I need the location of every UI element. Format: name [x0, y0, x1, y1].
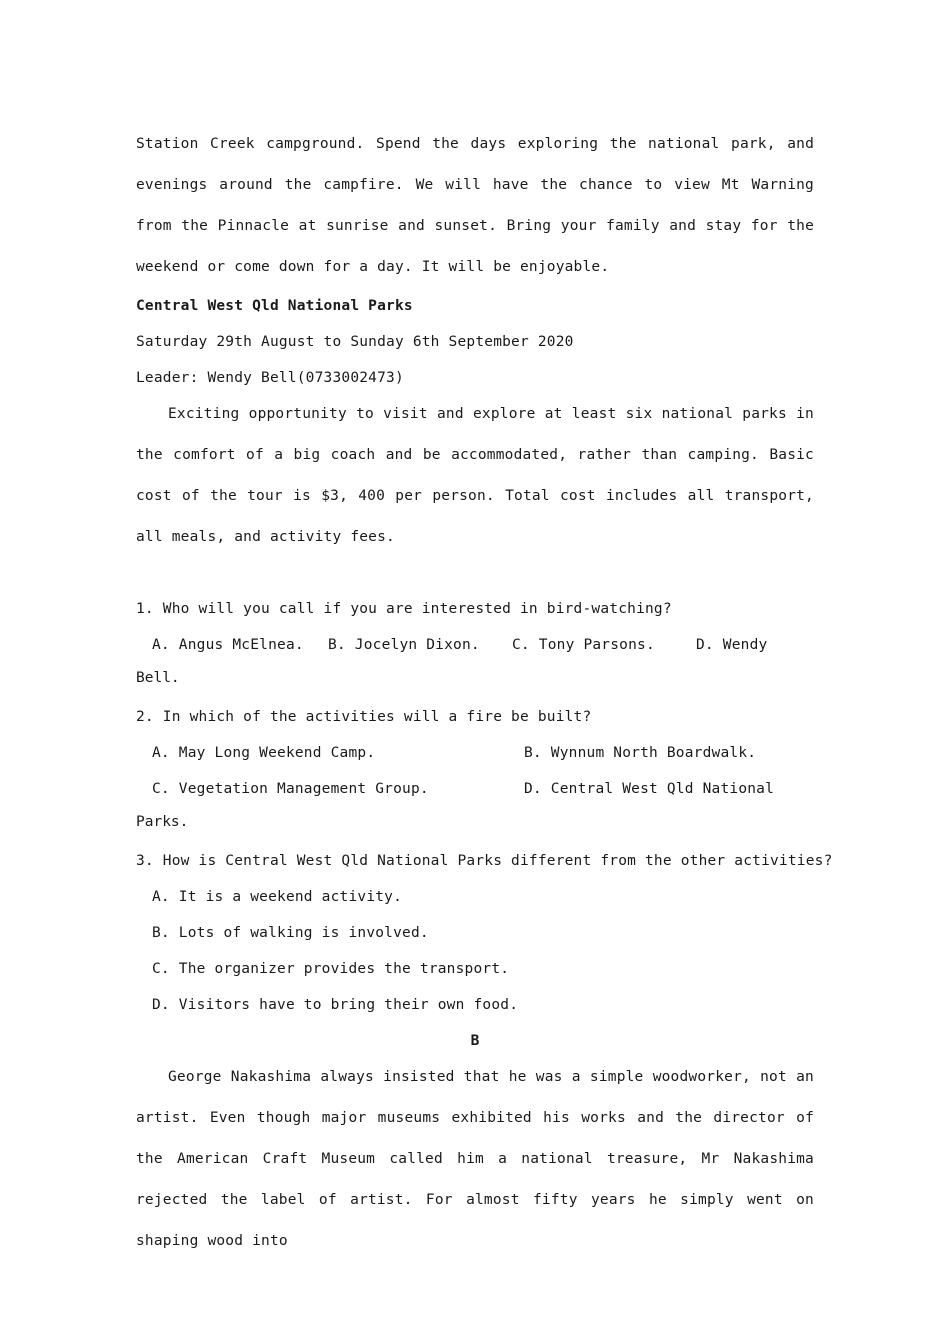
q3-option-b: B. Lots of walking is involved. [152, 925, 429, 941]
q1-option-a: A. Angus McElnea. [152, 637, 304, 653]
q1-option-d: D. Wendy [696, 637, 768, 653]
q1-option-c: C. Tony Parsons. [512, 637, 655, 653]
q2-option-d: D. Central West Qld National [524, 781, 775, 797]
question-3: 3. How is Central West Qld National Parks different from the other activities? [136, 853, 833, 869]
event-description: Exciting opportunity to visit and explore at least six national parks in the comfort of a big coach and be accommodated, rather than camping. Basic cost of the tour is $3, 400 per person. Total cost includes all transport, all meals, and activity fees. [136, 406, 814, 545]
question-1-options [136, 627, 814, 663]
event-leader: Leader: Wendy Bell(0733002473) [136, 370, 404, 386]
event-date: Saturday 29th August to Sunday 6th September 2020 [136, 334, 574, 350]
q3-option-d: D. Visitors have to bring their own food. [152, 997, 519, 1013]
passage-b-label: B [470, 1033, 480, 1049]
q2-option-b: B. Wynnum North Boardwalk. [524, 745, 757, 761]
document-page [136, 124, 833, 1262]
question-2-options-row1 [136, 735, 814, 771]
question-2: 2. In which of the activities will a fire be built? [136, 709, 592, 725]
q1-option-d-continuation: Bell. [136, 670, 180, 686]
q3-option-a: A. It is a weekend activity. [152, 889, 403, 905]
question-1: 1. Who will you call if you are interested in bird-watching? [136, 601, 672, 617]
q3-option-c: C. The organizer provides the transport. [152, 961, 510, 977]
event-title: Central West Qld National Parks [136, 298, 413, 314]
passage-b-text: George Nakashima always insisted that he was a simple woodworker, not an artist. Even though major museums exhibited his works and the director of the American Craft Museum called him a national treasure, Mr Nakashima rejected the label of artist. For almost fifty years he simply went on shaping wood into [136, 1069, 814, 1249]
q2-option-d-continuation: Parks. [136, 814, 189, 830]
question-2-options-row2 [136, 771, 814, 807]
q1-option-b: B. Jocelyn Dixon. [328, 637, 480, 653]
q2-option-c: C. Vegetation Management Group. [152, 781, 429, 797]
passage-a-continuation: Station Creek campground. Spend the days exploring the national park, and evenings around the campfire. We will have the chance to view Mt Warning from the Pinnacle at sunrise and sunset. Bring your family and stay for the weekend or come down for a day. It will be enjoyable. [136, 136, 814, 275]
spacer [136, 558, 814, 591]
q2-option-a: A. May Long Weekend Camp. [152, 745, 376, 761]
